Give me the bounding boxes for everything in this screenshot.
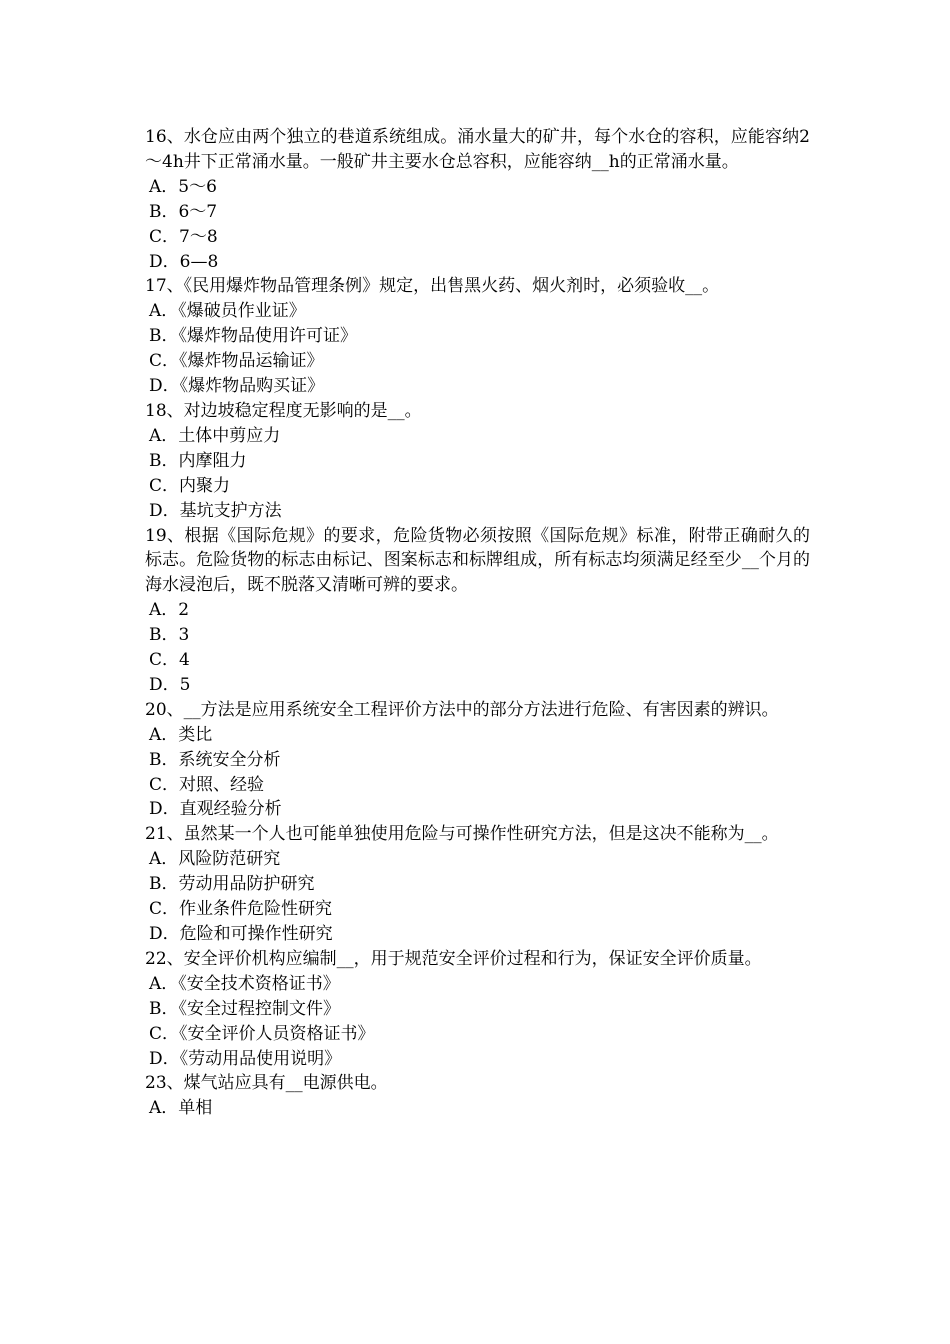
- question-18: [145, 399, 810, 524]
- question-stem: 19、根据《国际危规》的要求，危险货物必须按照《国际危规》标准，附带正确耐久的标志。危险货物的标志由标记、图案标志和标牌组成，所有标志均须满足经至少__个月的海水浸泡后，既不脱落又清晰可辨的要求。: [145, 525, 810, 596]
- question-stem: 21、虽然某一个人也可能单独使用危险与可操作性研究方法，但是这决不能称为__。: [145, 824, 779, 845]
- option-c: C．作业条件危险性研究: [149, 899, 333, 920]
- option-d: D．《爆炸物品购买证》: [149, 376, 325, 397]
- question-21: [145, 822, 810, 947]
- option-d: D．基坑支护方法: [149, 500, 282, 521]
- question-stem: 23、煤气站应具有__电源供电。: [145, 1073, 388, 1094]
- option-b: B．6～7: [149, 201, 218, 222]
- option-a: A．风险防范研究: [149, 849, 281, 870]
- question-17: [145, 274, 810, 399]
- option-d: D．5: [149, 674, 191, 695]
- question-stem: 22、安全评价机构应编制__，用于规范安全评价过程和行为，保证安全评价质量。: [145, 948, 762, 969]
- option-a: A．《爆破员作业证》: [149, 301, 306, 322]
- option-a: A．土体中剪应力: [149, 425, 281, 446]
- option-b: B．《爆炸物品使用许可证》: [149, 326, 357, 347]
- option-d: D．6—8: [149, 251, 219, 272]
- question-stem: 16、水仓应由两个独立的巷道系统组成。涌水量大的矿井，每个水仓的容积，应能容纳2～4h井下正常涌水量。一般矿井主要水仓总容积，应能容纳__h的正常涌水量。: [145, 127, 810, 172]
- option-c: C．《安全评价人员资格证书》: [149, 1023, 375, 1044]
- option-d: D．危险和可操作性研究: [149, 924, 333, 944]
- option-b: B．系统安全分析: [149, 749, 281, 770]
- option-c: C．7～8: [149, 226, 218, 247]
- question-22: [145, 947, 810, 1072]
- question-stem: 20、__方法是应用系统安全工程评价方法中的部分方法进行危险、有害因素的辨识。: [145, 699, 779, 720]
- option-b: B．《安全过程控制文件》: [149, 998, 340, 1019]
- option-a: A．5～6: [149, 176, 217, 197]
- question-20: [145, 698, 810, 823]
- option-b: B．3: [149, 625, 190, 646]
- option-a: A．单相: [149, 1098, 213, 1119]
- option-a: A．2: [149, 600, 190, 621]
- option-c: C．对照、经验: [149, 774, 265, 795]
- option-c: C．内聚力: [149, 475, 231, 496]
- question-stem: 17、《民用爆炸物品管理条例》规定，出售黑火药、烟火剂时，必须验收__。: [145, 276, 720, 297]
- question-19: [145, 524, 810, 698]
- option-d: D．《劳动用品使用说明》: [149, 1048, 342, 1069]
- option-b: B．内摩阻力: [149, 450, 247, 471]
- question-23: [145, 1071, 810, 1121]
- option-a: A．类比: [149, 724, 213, 745]
- option-c: C．《爆炸物品运输证》: [149, 351, 324, 372]
- option-b: B．劳动用品防护研究: [149, 874, 315, 895]
- option-d: D．直观经验分析: [149, 799, 282, 820]
- question-stem: 18、对边坡稳定程度无影响的是__。: [145, 400, 422, 421]
- option-a: A．《安全技术资格证书》: [149, 973, 340, 994]
- question-16: [145, 125, 810, 274]
- question-list: [145, 125, 810, 1121]
- option-c: C．4: [149, 650, 190, 671]
